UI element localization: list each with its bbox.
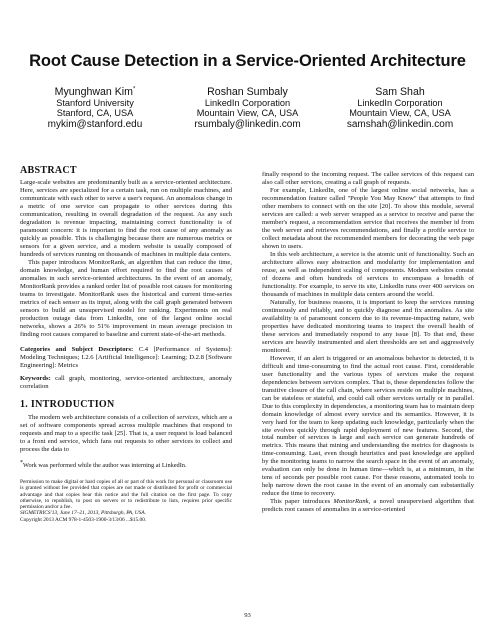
- categories-text: C.4 [Performance of Systems]: Modeling Techniques; I.2.6 [Artificial Intelligence]: Learning; D.2.8 [Software Engineering]: Metrics: [20, 345, 233, 369]
- author-affiliation: LinkedIn Corporation: [204, 98, 291, 108]
- footnote: [20, 459, 232, 470]
- author-location: Mountain View, CA, USA: [349, 108, 451, 119]
- author-name: Sam Shah: [375, 86, 425, 98]
- body-text-a: This paper introduces: [270, 498, 334, 506]
- body-text-b: , a novel unsupervised algorithm that predicts root causes of anomalies in a service-oriented: [262, 498, 474, 514]
- intro-text-emphasis: services: [176, 413, 199, 421]
- author-affiliation: Stanford University: [56, 98, 134, 108]
- author-location: Mountain View, CA, USA: [196, 108, 299, 119]
- introduction-paragraph-1: [20, 414, 232, 454]
- author-3: [325, 86, 475, 130]
- abstract-heading: ABSTRACT: [20, 165, 77, 176]
- introduction-heading: 1. INTRODUCTION: [20, 398, 115, 410]
- author-2: [173, 86, 323, 130]
- copyright-line: Copyright 2013 ACM 978-1-4503-1900-3/13/06 ...$15.00.: [20, 516, 147, 523]
- categories-line: [20, 346, 232, 370]
- body-paragraph-4: Naturally, for business reasons, it is important to keep the services running continuously and reliably, and to quickly diagnose and fix anomalies. As site availability is of paramount concern due to its revenue-impacting nature, web properties have dedicated monitoring teams to inspect the overall health of these services and immediately respond to any issue [8]. To that end, these services are heavily instrumented and alert thresholds are set and aggressively monitored.: [262, 298, 474, 354]
- body-paragraph-6: [262, 498, 474, 514]
- author-email: rsumbaly@linkedin.com: [194, 118, 301, 130]
- keywords-text: call graph, monitoring, service-oriented architecture, anomaly correlation: [20, 374, 232, 390]
- permission-text: Permission to make digital or hard copies of all or part of this work for personal or classroom use is granted without fee provided that copies are not made or distributed for profit or commercial advantage and that copies bear this notice and the full citation on the first page. To copy otherwise, to republish, to post on servers or to redistribute to lists, requires prior specific permission and/or a fee.: [20, 479, 232, 511]
- author-1: [20, 86, 170, 130]
- author-name: Roshan Sumbaly: [207, 86, 288, 98]
- paper-title: Root Cause Detection in a Service-Oriented Architecture: [29, 52, 466, 70]
- author-affiliation: LinkedIn Corporation: [357, 98, 443, 108]
- author-name: Myunghwan Kim: [54, 86, 133, 98]
- author-location: Stanford, CA, USA: [56, 108, 134, 119]
- body-text-emphasis: MonitorRank: [333, 498, 369, 506]
- copyright-notice: [20, 479, 232, 523]
- abstract-paragraph-2: This paper introduces MonitorRank, an algorithm that can reduce the time, domain knowledge, and human effort required to find the root causes of anomalies in such service-oriented architectures. In the event of an anomaly, MonitorRank provides a ranked order list of possible root causes for monitoring teams to investigate. MonitorRank uses the historical and current time-series metrics of each sensor as its input, along with the call graph generated between sensors to build an unsupervised model for ranking. Experiments on real production outage data from LinkedIn, one of the largest online social networks, shows a 26% to 51% improvement in mean average precision in finding root causes compared to baseline and current state-of-the-art methods.: [20, 258, 232, 338]
- categories-label: Categories and Subject Descriptors:: [20, 345, 134, 353]
- author-block: [20, 86, 475, 130]
- body-paragraph-3: In this web architecture, a service is the atomic unit of functionality. Such an architecture allows easy abstraction and modularity for implementation and reuse, as well as independent scaling of components. Modern websites consist of dozens and often hundreds of services to encompass a breadth of functionality. For example, to serve its site, LinkedIn runs over 400 services on thousands of machines in multiple data centers around the world.: [262, 250, 474, 298]
- right-column: [262, 171, 474, 514]
- footnote-text: Work was performed while the author was interning at LinkedIn.: [23, 461, 187, 469]
- footnote-mark: *: [20, 459, 23, 466]
- intro-text-a: The modern web architecture consists of a collection of: [28, 413, 177, 421]
- author-email: samshah@linkedin.com: [346, 118, 454, 130]
- body-paragraph-2: For example, LinkedIn, one of the largest online social networks, has a recommendation feature called "People You May Know" that attempts to find other members to connect with on the site [20]. To show this module, several services are called: a web server wrapped as a service to receive and parse the member's request, a recommendation service that receives the member id from the web server and retrieves recommendations, and finally a profile service to collect metadata about the recommended members for decorating the web page shown to users.: [262, 186, 474, 250]
- left-column: [20, 167, 232, 523]
- keywords-line: [20, 375, 232, 391]
- body-paragraph-5: However, if an alert is triggered or an anomalous behavior is detected, it is difficult and time-consuming to find the actual root cause. First, considerable user functionality and the various types of services make the request dependencies between services complex. That is, these dependencies follow the transitive closure of the call chain, where services reside on multiple machines, can be stateless or stateful, and could call other services serially or in parallel. Due to this complexity in dependencies, a monitoring team has to maintain deep domain knowledge of almost every service and its semantics. However, it is very hard for the team to keep updating such knowledge, particularly when the site evolves quickly through rapid deployment of new features. Second, the total number of services is large and each service can generate hundreds of metrics. This means that mining and understanding the metrics for diagnosis is time-consuming. Last, even though heuristics and past knowledge are applied by the monitoring teams to narrow the search space in the event of an anomaly, evaluation can only be done in human time—which is, at a minimum, in the tens of seconds per possible root cause. For these reasons, automated tools to help narrow down the root cause in the event of an anomaly can substantially reduce the time to recovery.: [262, 354, 474, 498]
- conference-line: SIGMETRICS'13, June 17–21, 2013, Pittsburgh, PA, USA.: [20, 510, 147, 517]
- page-number: 93: [244, 612, 251, 619]
- keywords-label: Keywords:: [20, 374, 51, 382]
- intro-text-b: , which are a set of software components spread across multiple machines that respond to requests and map to a specific task [25]. That is, a user request is load balanced to a front end service, which fans out requests to other services to collect and process the data to: [20, 413, 232, 453]
- body-paragraph-1: finally respond to the incoming request. The callee services of this request can also call other services, creating a call graph of requests.: [262, 171, 474, 186]
- author-footnote-mark: *: [132, 86, 136, 93]
- abstract-paragraph-1: Large-scale websites are predominantly built as a service-oriented architecture. Here, services are specialized for a certain task, run on multiple machines, and communicate with each other to serve a user's request. An anomalous change in a metric of one service can propagate to other services during this communication, resulting in overall degradation of the request. As any such degradation is revenue impacting, maintaining correct functionality is of paramount concern: it is important to find the root cause of any anomaly as quickly as possible. This is challenging because there are numerous metrics or sensors for a given service, and a modern website is usually composed of hundreds of services running on thousands of machines in multiple data centers.: [20, 178, 232, 258]
- author-email: mykim@stanford.edu: [47, 118, 143, 130]
